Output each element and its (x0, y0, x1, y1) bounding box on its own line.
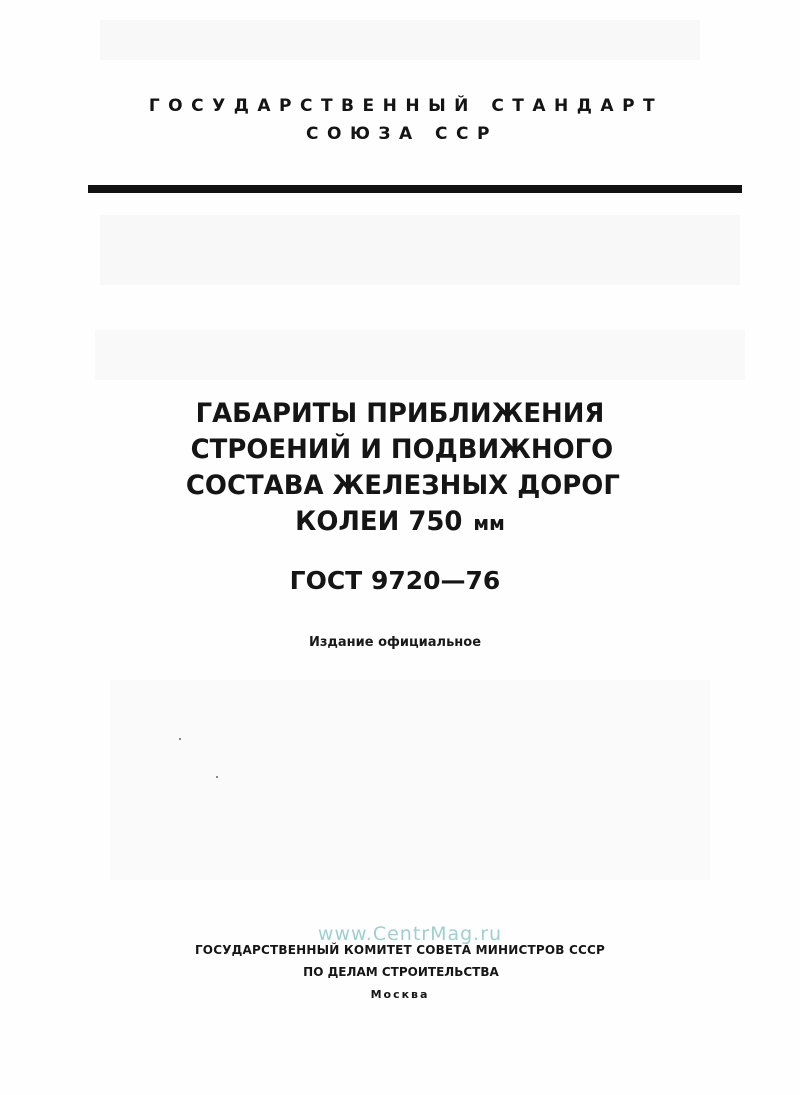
publisher-city: Москва (370, 988, 430, 1001)
scan-shadow (110, 680, 710, 880)
title-line3: СОСТАВА ЖЕЛЕЗНЫХ ДОРОГ (185, 470, 620, 501)
edition-label: Издание официальное (308, 635, 482, 650)
publisher-line1: ГОСУДАРСТВЕННЫЙ КОМИТЕТ СОВЕТА МИНИСТРОВ СССР (194, 943, 606, 957)
document-title (16, 396, 784, 541)
title-line2: СТРОЕНИЙ И ПОДВИЖНОГО (190, 434, 614, 465)
scan-shadow (100, 215, 740, 285)
scan-shadow (95, 330, 745, 380)
standard-number: ГОСТ 9720—76 (289, 566, 501, 595)
publisher-line2: ПО ДЕЛАМ СТРОИТЕЛЬСТВА (303, 965, 499, 979)
title-line1: ГАБАРИТЫ ПРИБЛИЖЕНИЯ (195, 398, 605, 429)
scan-speck (179, 738, 181, 740)
issuer-header-line1: ГОСУДАРСТВЕННЫЙ СТАНДАРТ (148, 96, 664, 116)
title-line4-unit: мм (473, 511, 505, 535)
title-line4-text: КОЛЕИ 750 (295, 506, 463, 537)
header-divider (88, 185, 742, 193)
issuer-header-line2: СОЮЗА ССР (306, 124, 498, 144)
title-line4 (16, 504, 784, 541)
scan-shadow (100, 20, 700, 60)
scan-speck (216, 776, 218, 778)
watermark: www.CentrMag.ru (317, 923, 503, 945)
